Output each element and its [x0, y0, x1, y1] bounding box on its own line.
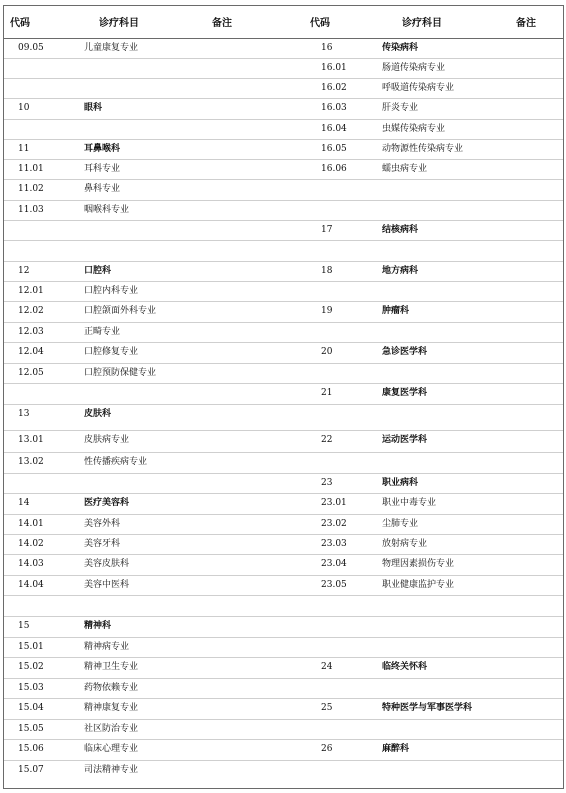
row-name-right: 肠道传染病专业 [382, 63, 446, 73]
row-name: 皮肤病专业 [84, 435, 130, 445]
table-row [4, 555, 563, 576]
row-name: 美容中医科 [84, 580, 130, 590]
row-code-right: 16.01 [321, 63, 347, 73]
row-name-right: 肝炎专业 [382, 103, 419, 113]
table-row [4, 638, 563, 658]
header-remark-right: 备注 [516, 18, 536, 29]
table-body [4, 39, 563, 781]
table-row [4, 282, 563, 302]
row-code-right: 26 [321, 744, 333, 754]
row-name-right: 特种医学与军事医学科 [382, 703, 473, 713]
catalog-table [3, 5, 564, 789]
row-code-right: 19 [321, 306, 333, 316]
row-name-right: 地方病科 [382, 266, 419, 276]
table-row [4, 679, 563, 699]
table-row [4, 323, 563, 343]
row-code: 12.05 [18, 368, 44, 378]
row-code: 14.03 [18, 559, 44, 569]
table-row [4, 343, 563, 364]
table-row [4, 241, 563, 262]
table-row [4, 431, 563, 453]
row-code-right: 20 [321, 347, 333, 357]
table-row [4, 699, 563, 720]
row-name: 美容外科 [84, 519, 121, 529]
row-code: 14.01 [18, 519, 44, 529]
row-code: 15.02 [18, 662, 44, 672]
row-name: 医疗美容科 [84, 498, 130, 508]
header-name: 诊疗科目 [99, 18, 139, 29]
row-name-right: 传染病科 [382, 43, 419, 53]
row-code: 14.02 [18, 539, 44, 549]
row-name: 社区防治专业 [84, 724, 139, 734]
table-row [4, 99, 563, 120]
row-name: 眼科 [84, 103, 103, 113]
row-name: 美容皮肤科 [84, 559, 130, 569]
row-code-right: 16.06 [321, 164, 347, 174]
row-name: 口腔预防保健专业 [84, 368, 157, 378]
row-name-right: 尘肺专业 [382, 519, 419, 529]
row-name: 儿童康复专业 [84, 43, 139, 53]
row-code: 12.01 [18, 286, 44, 296]
row-name: 药物依赖专业 [84, 683, 139, 693]
row-code: 12.02 [18, 306, 44, 316]
table-row [4, 140, 563, 160]
row-code: 12.04 [18, 347, 44, 357]
row-code: 12.03 [18, 327, 44, 337]
row-name-right: 运动医学科 [382, 435, 428, 445]
header-code: 代码 [10, 18, 30, 29]
row-name: 口腔科 [84, 266, 112, 276]
table-row [4, 494, 563, 515]
row-code-right: 16.03 [321, 103, 347, 113]
table-row [4, 39, 563, 59]
row-name-right: 急诊医学科 [382, 347, 428, 357]
row-name: 鼻科专业 [84, 184, 121, 194]
header-name-right: 诊疗科目 [402, 18, 442, 29]
table-row [4, 79, 563, 99]
table-row [4, 262, 563, 282]
row-code: 11 [18, 144, 30, 154]
row-name: 司法精神专业 [84, 765, 139, 775]
row-code: 14 [18, 498, 30, 508]
table-row [4, 201, 563, 221]
row-code-right: 25 [321, 703, 333, 713]
row-code: 11.03 [18, 205, 44, 215]
table-row [4, 740, 563, 761]
row-name-right: 职业病科 [382, 478, 419, 488]
table-row [4, 120, 563, 140]
row-code-right: 23.04 [321, 559, 347, 569]
row-code-right: 23.01 [321, 498, 347, 508]
row-code: 13 [18, 409, 30, 419]
row-name: 美容牙科 [84, 539, 121, 549]
row-code-right: 24 [321, 662, 333, 672]
row-code: 12 [18, 266, 30, 276]
row-name: 精神康复专业 [84, 703, 139, 713]
row-code-right: 23.05 [321, 580, 347, 590]
row-code: 15.04 [18, 703, 44, 713]
row-code: 11.02 [18, 184, 44, 194]
row-code-right: 21 [321, 388, 333, 398]
row-code-right: 18 [321, 266, 333, 276]
row-code-right: 16.05 [321, 144, 347, 154]
row-name-right: 虫媒传染病专业 [382, 124, 446, 134]
row-name: 精神病专业 [84, 642, 130, 652]
row-name: 口腔内科专业 [84, 286, 139, 296]
row-name-right: 物理因素损伤专业 [382, 559, 455, 569]
row-code-right: 16.04 [321, 124, 347, 134]
row-name-right: 蠕虫病专业 [382, 164, 428, 174]
row-name-right: 动物源性传染病专业 [382, 144, 464, 154]
header-remark: 备注 [212, 18, 232, 29]
table-row [4, 535, 563, 555]
row-code: 13.01 [18, 435, 44, 445]
table-row [4, 515, 563, 535]
row-name: 精神卫生专业 [84, 662, 139, 672]
row-name-right: 呼吸道传染病专业 [382, 83, 455, 93]
row-code-right: 17 [321, 225, 333, 235]
row-name: 耳鼻喉科 [84, 144, 121, 154]
row-code: 15.05 [18, 724, 44, 734]
row-code: 10 [18, 103, 30, 113]
table-row [4, 596, 563, 617]
table-row [4, 384, 563, 405]
row-name-right: 康复医学科 [382, 388, 428, 398]
table-row [4, 617, 563, 638]
table-row [4, 221, 563, 241]
table-row [4, 761, 563, 781]
row-name-right: 职业中毒专业 [382, 498, 437, 508]
row-name: 精神科 [84, 621, 112, 631]
row-name: 临床心理专业 [84, 744, 139, 754]
table-row [4, 720, 563, 740]
row-name-right: 职业健康监护专业 [382, 580, 455, 590]
table-row [4, 364, 563, 384]
row-code: 11.01 [18, 164, 44, 174]
row-name: 咽喉科专业 [84, 205, 130, 215]
row-code: 15.06 [18, 744, 44, 754]
row-name-right: 肿瘤科 [382, 306, 410, 316]
table-header [4, 5, 563, 39]
row-name-right: 临终关怀科 [382, 662, 428, 672]
table-row [4, 658, 563, 679]
row-name: 耳科专业 [84, 164, 121, 174]
row-name: 口腔颌面外科专业 [84, 306, 157, 316]
row-name: 性传播疾病专业 [84, 457, 148, 467]
row-code: 15.07 [18, 765, 44, 775]
row-code-right: 23.03 [321, 539, 347, 549]
row-name-right: 结核病科 [382, 225, 419, 235]
row-name-right: 放射病专业 [382, 539, 428, 549]
row-code-right: 16 [321, 43, 333, 53]
row-code: 13.02 [18, 457, 44, 467]
table-row [4, 453, 563, 474]
row-name-right: 麻醉科 [382, 744, 410, 754]
row-code: 15.01 [18, 642, 44, 652]
table-row [4, 405, 563, 431]
row-code: 15 [18, 621, 30, 631]
row-name: 正畸专业 [84, 327, 121, 337]
row-code-right: 16.02 [321, 83, 347, 93]
row-code: 14.04 [18, 580, 44, 590]
table-row [4, 302, 563, 323]
table-row [4, 576, 563, 596]
row-code: 09.05 [18, 43, 44, 53]
row-name: 口腔修复专业 [84, 347, 139, 357]
table-row [4, 474, 563, 494]
row-code-right: 23.02 [321, 519, 347, 529]
table-row [4, 180, 563, 201]
header-code-right: 代码 [310, 18, 330, 29]
table-row [4, 59, 563, 79]
table-row [4, 160, 563, 180]
row-code-right: 23 [321, 478, 333, 488]
row-code-right: 22 [321, 435, 333, 445]
row-name: 皮肤科 [84, 409, 112, 419]
row-code: 15.03 [18, 683, 44, 693]
